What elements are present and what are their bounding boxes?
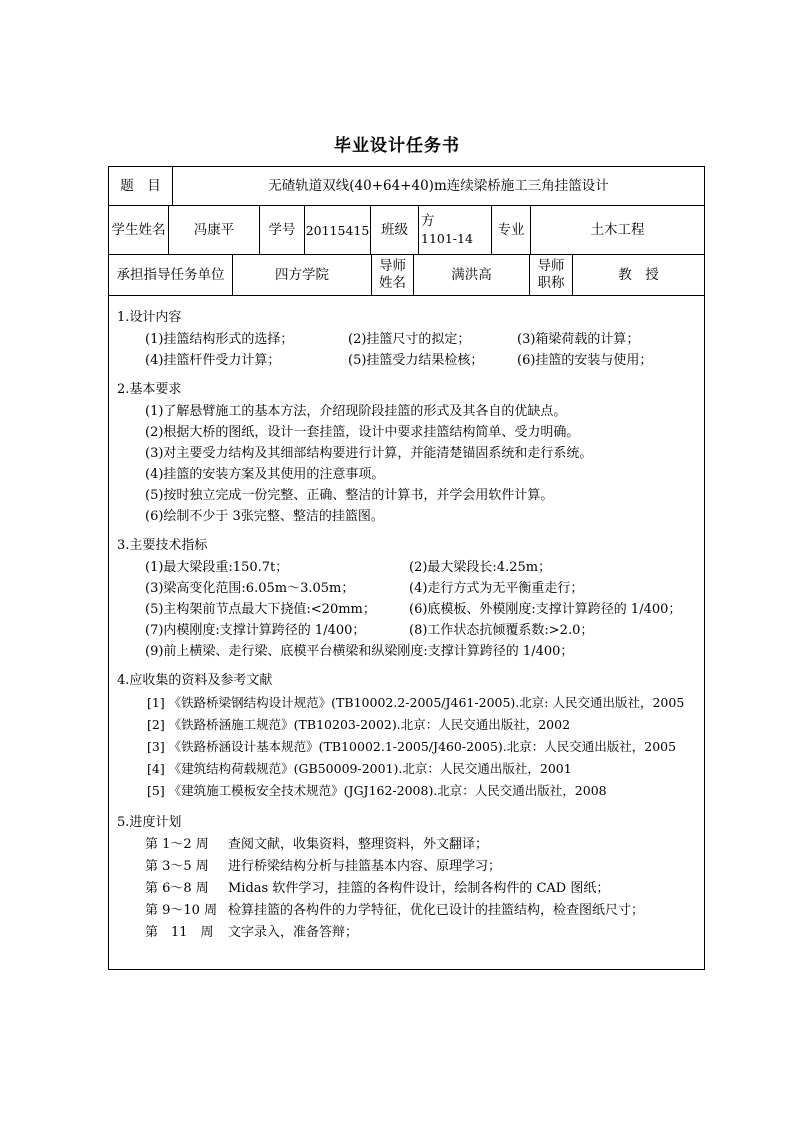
student-name-label: 学生姓名	[111, 221, 166, 238]
major-label: 专业	[497, 221, 525, 238]
reference-item: [4] 《建筑结构荷载规范》(GB50009-2001).北京：人民交通出版社，2001	[147, 761, 572, 776]
spec-item: (5)主构架前节点最大下挠值:<20mm；	[145, 602, 376, 617]
schedule-week: 第 9～10 周	[145, 903, 218, 918]
schedule-task: 文字录入，准备答辩；	[228, 925, 359, 940]
section-heading: 5.进度计划	[117, 815, 182, 830]
design-item: (5)挂篮受力结果检核；	[348, 353, 484, 368]
major-value: 土木工程	[590, 221, 645, 238]
schedule-week: 第 11 周	[145, 925, 214, 940]
requirement-item: (6)绘制不少于 3张完整、整洁的挂篮图。	[145, 509, 384, 524]
section-specs	[117, 535, 702, 662]
advisor-name-label	[372, 255, 413, 295]
schedule-row	[117, 878, 702, 900]
page-title: 毕业设计任务书	[334, 136, 460, 156]
requirement-item: (5)按时独立完成一份完整、正确、整洁的计算书，并学会用软件计算。	[145, 488, 554, 503]
schedule-task: 查阅文献，收集资料，整理资料，外文翻译；	[228, 837, 489, 852]
advisor-name-value: 满洪高	[451, 266, 492, 283]
section-design	[117, 307, 702, 371]
requirement-item: (3)对主要受力结构及其细部结构要进行计算，并能清楚锚固系统和走行系统。	[145, 446, 593, 461]
advisor-title-label-line1: 导师	[537, 258, 565, 274]
section-heading: 2.基本要求	[117, 382, 182, 397]
class-value-line1: 方	[421, 213, 435, 229]
section-references	[117, 670, 702, 802]
schedule-row	[117, 900, 702, 922]
class-value	[419, 206, 491, 254]
class-label: 班级	[381, 221, 408, 238]
task-content	[117, 307, 702, 944]
section-heading: 1.设计内容	[117, 310, 182, 325]
unit-label: 承担指导任务单位	[116, 266, 225, 283]
requirement-item: (1)了解悬臂施工的基本方法，介绍现阶段挂篮的形式及其各自的优缺点。	[145, 404, 567, 419]
spec-item: (7)内模刚度:支撑计算跨径的 1/400；	[145, 623, 366, 638]
task-form-table	[108, 166, 705, 970]
student-name-value: 冯康平	[193, 221, 235, 238]
reference-item: [2] 《铁路桥涵施工规范》(TB10203-2002).北京：人民交通出版社，2002	[147, 717, 571, 732]
schedule-row	[117, 834, 702, 856]
design-item: (4)挂篮杆件受力计算；	[145, 353, 281, 368]
advisor-title-value: 教 授	[618, 266, 659, 283]
schedule-task: Midas 软件学习，挂篮的各构件设计，绘制各构件的 CAD 图纸；	[228, 881, 610, 896]
design-item: (2)挂篮尺寸的拟定；	[348, 332, 471, 347]
schedule-row	[117, 856, 702, 878]
section-requirements	[117, 379, 702, 527]
section-heading: 3.主要技术指标	[117, 538, 208, 553]
spec-item: (8)工作状态抗倾覆系数:>2.0；	[409, 623, 594, 638]
reference-item: [5] 《建筑施工模板安全技术规范》(JGJ162-2008).北京：人民交通出版社，2008	[147, 783, 607, 798]
spec-item: (1)最大梁段重:150.7t；	[145, 560, 289, 575]
advisor-title-label-line2: 职称	[537, 275, 565, 291]
reference-item: [1] 《铁路桥梁钢结构设计规范》(TB10002.2-2005/J461-2005).北京: 人民交通出版社，2005	[147, 695, 685, 710]
student-id-value: 20115415	[305, 222, 370, 238]
requirement-item: (4)挂篮的安装方案及其使用的注意事项。	[145, 467, 385, 482]
student-id-label: 学号	[268, 221, 296, 238]
reference-item: [3] 《铁路桥涵设计基本规范》(TB10002.1-2005/J460-2005).北京：人民交通出版社，2005	[147, 739, 677, 754]
spec-item: (2)最大梁段长:4.25m；	[409, 560, 552, 575]
spec-item: (3)梁高变化范围:6.05m～3.05m；	[145, 581, 355, 596]
schedule-week: 第 3～5 周	[145, 859, 209, 874]
spec-item: (4)走行方式为无平衡重走行；	[409, 581, 584, 596]
schedule-task: 进行桥梁结构分析与挂篮基本内容、原理学习；	[228, 859, 502, 874]
advisor-title-label	[530, 255, 572, 295]
schedule-row	[117, 922, 702, 944]
requirement-item: (2)根据大桥的图纸，设计一套挂篮，设计中要求挂篮结构简单、受力明确。	[145, 425, 580, 440]
section-heading: 4.应收集的资料及参考文献	[117, 673, 273, 688]
unit-value: 四方学院	[275, 266, 329, 283]
advisor-name-label-line1: 导师	[379, 258, 406, 274]
design-item: (1)挂篮结构形式的选择；	[145, 332, 294, 347]
section-schedule	[117, 812, 702, 944]
advisor-name-label-line2: 姓名	[379, 275, 406, 291]
schedule-task: 检算挂篮的各构件的力学特征，优化已设计的挂篮结构，检查图纸尺寸；	[228, 903, 645, 918]
topic-value: 无碴轨道双线(40+64+40)m连续梁桥施工三角挂篮设计	[268, 177, 609, 194]
schedule-week: 第 1～2 周	[145, 837, 209, 852]
class-value-line2: 1101-14	[421, 231, 473, 246]
spec-item: (9)前上横梁、走行梁、底模平台横梁和纵梁刚度:支撑计算跨径的 1/400；	[145, 644, 574, 659]
spec-item: (6)底模板、外模刚度:支撑计算跨径的 1/400；	[409, 602, 682, 617]
design-item: (6)挂篮的安装与使用；	[517, 353, 653, 368]
topic-label: 题 目	[120, 177, 161, 194]
schedule-week: 第 6～8 周	[145, 881, 209, 896]
design-item: (3)箱梁荷载的计算；	[517, 332, 640, 347]
